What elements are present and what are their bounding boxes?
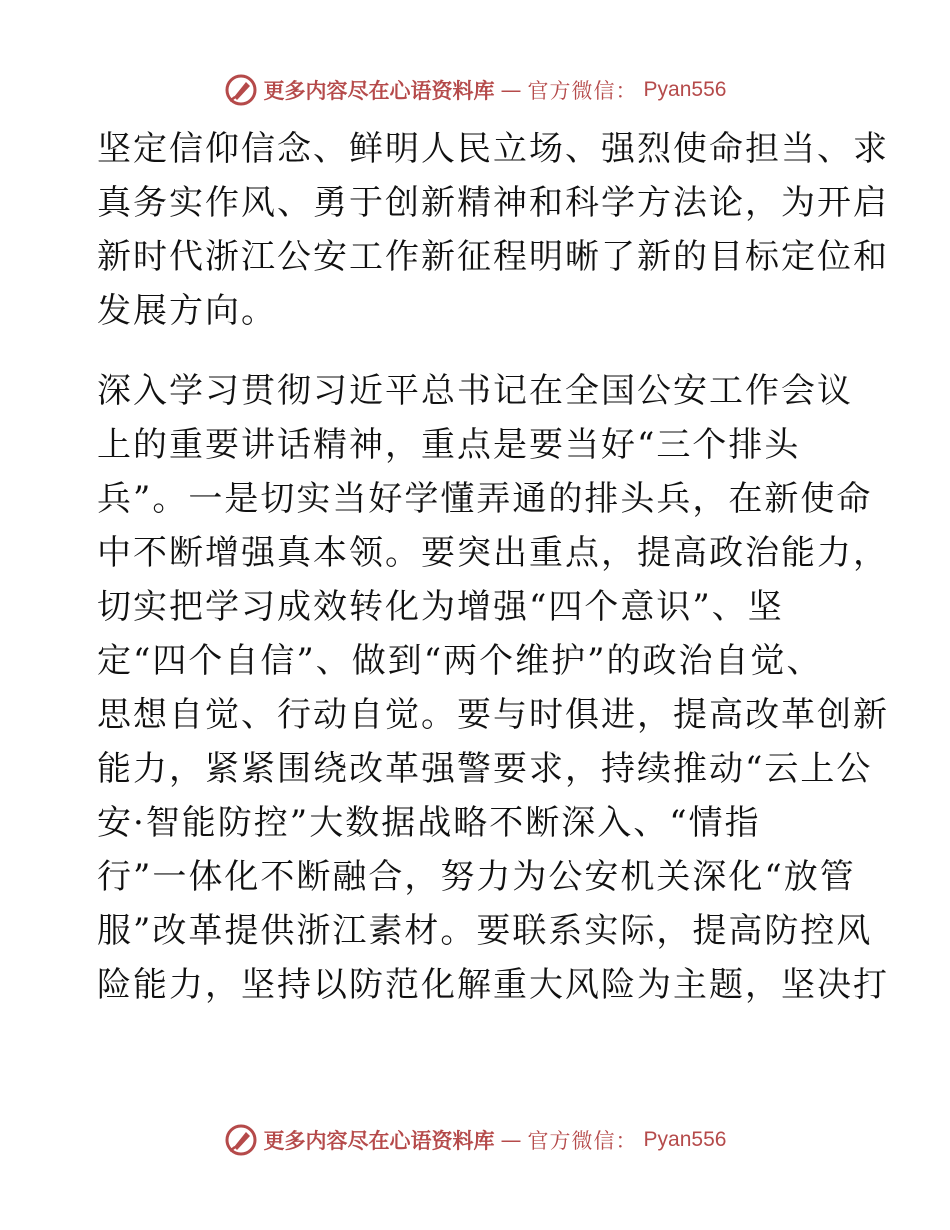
text-line: 新时代浙江公安工作新征程明晰了新的目标定位和 — [97, 237, 889, 277]
text-line: 坚定信仰信念、鲜明人民立场、强烈使命担当、求 — [97, 129, 889, 169]
watermark-wechat-label: 官方微信： — [527, 79, 638, 103]
text-line: 上的重要讲话精神，重点是要当好“三个排头 — [97, 425, 801, 465]
text-line: 服”改革提供浙江素材。要联系实际，提高防控风 — [97, 911, 873, 951]
watermark-wechat-id: Pyan556 — [643, 78, 727, 101]
watermark-title: 更多内容尽在心语资料库 — [263, 78, 495, 103]
text-line: 发展方向。 — [97, 291, 277, 331]
watermark-wechat-id: Pyan556 — [643, 1128, 727, 1151]
text-line: 切实把学习成效转化为增强“四个意识”、坚 — [97, 587, 784, 627]
text-line: 能力，紧紧围绕改革强警要求，持续推动“云上公 — [97, 749, 873, 789]
text-line: 深入学习贯彻习近平总书记在全国公安工作会议 — [97, 371, 853, 411]
paragraph-1 — [97, 122, 889, 338]
pen-nib-logo-icon — [224, 1123, 258, 1157]
paragraph-spacer — [97, 338, 857, 364]
watermark-wechat-label: 官方微信： — [527, 1129, 638, 1153]
text-line: 险能力，坚持以防范化解重大风险为主题，坚决打 — [97, 965, 889, 1005]
text-line: 真务实作风、勇于创新精神和科学方法论，为开启 — [97, 183, 889, 223]
watermark-dash: — — [500, 1128, 522, 1152]
text-line: 行”一体化不断融合，努力为公安机关深化“放管 — [97, 857, 856, 897]
footer-watermark — [0, 1120, 950, 1160]
text-line: 定“四个自信”、做到“两个维护”的政治自觉、 — [97, 641, 823, 681]
watermark-title: 更多内容尽在心语资料库 — [263, 1128, 495, 1153]
header-watermark — [0, 70, 950, 110]
text-line: 思想自觉、行动自觉。要与时俱进，提高改革创新 — [97, 695, 889, 735]
paragraph-2 — [97, 364, 889, 1012]
document-body — [97, 122, 889, 1012]
text-line: 安·智能防控”大数据战略不断深入、“情指 — [97, 803, 761, 843]
text-line: 中不断增强真本领。要突出重点，提高政治能力， — [97, 533, 889, 573]
watermark-dash: — — [500, 78, 522, 102]
pen-nib-logo-icon — [224, 73, 258, 107]
text-line: 兵”。一是切实当好学懂弄通的排头兵，在新使命 — [97, 479, 873, 519]
